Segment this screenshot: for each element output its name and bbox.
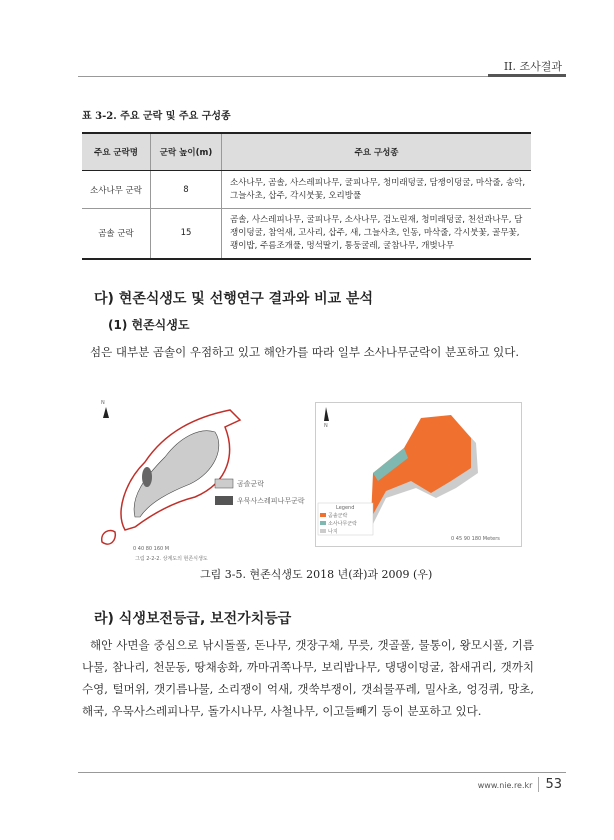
running-header: II. 조사결과 — [503, 60, 562, 73]
legend-label: 곰솔군락 — [237, 480, 265, 488]
column-header: 주요 구성종 — [222, 133, 532, 171]
column-header: 주요 군락명 — [82, 133, 151, 171]
footer-rule — [78, 772, 566, 773]
header-rule-accent — [488, 74, 566, 77]
community-species: 소사나무, 곰솔, 사스레피나무, 굴피나무, 청미래덩굴, 담쟁이덩굴, 마삭줄, 송악, 그늘사초, 삽주, 각시붓꽃, 오리방풀 — [222, 171, 532, 209]
north-arrow-icon: N — [324, 423, 328, 429]
legend-label: 우묵사스레피나무군락 — [237, 497, 305, 505]
paragraph: 섬은 대부분 곰솔이 우점하고 있고 해안가를 따라 일부 소사나무군락이 분포하고 있다. — [90, 345, 520, 359]
section-heading: 라) 식생보전등급, 보전가치등급 — [94, 611, 292, 627]
footer-url: www.nie.re.kr — [477, 781, 533, 790]
column-header: 군락 높이(m) — [151, 133, 222, 171]
scale-bar: 0 40 80 160 M — [133, 546, 170, 552]
map-subcaption: 그림 2-2-2. 상계도의 현존식생도 — [135, 556, 208, 562]
community-species: 곰솔, 사스레피나무, 굴피나무, 소사나무, 검노린재, 청미래덩굴, 천선과나무, 담쟁이덩굴, 참억새, 고사리, 삽주, 새, 그늘사초, 인동, 마삭줄, 각시붓꽃, 골무꽃, 괭이밥, 주름조개풀, 멍석딸기, 통둥굴레, 굴참나무, 개벚나무 — [222, 209, 532, 259]
page-number: 53 — [538, 777, 562, 792]
paragraph: 해안 사면을 중심으로 낚시돌풀, 돈나무, 갯장구채, 무릇, 갯골풀, 물통이, 왕모시풀, 기름나물, 참나리, 천문동, 땅채송화, 까마귀쪽나무, 보리밥나무, 댕댕이덩굴, 참새귀리, 갯까치수영, 털머위, 갯기름나물, 소리쟁이 억새, 갯쑥부쟁이, 갯쇠물푸레, 밀사초, 엉겅퀴, 망초, 해국, 우묵사스레피나무, 돌가시나무, 사철나무, 이고들빼기 등이 분포하고 있다. — [82, 638, 534, 718]
footer — [478, 777, 562, 792]
legend-label: 소사나무군락 — [328, 521, 357, 527]
community-height: 8 — [151, 171, 222, 209]
table-row — [82, 171, 531, 209]
legend-label: 곰솔군락 — [328, 513, 348, 519]
community-table — [82, 132, 531, 260]
community-height: 15 — [151, 209, 222, 259]
vegetation-map-2009 — [315, 402, 522, 547]
subsection-heading: (1) 현존식생도 — [108, 318, 190, 332]
north-arrow-icon: N — [101, 400, 105, 406]
community-name: 곰솔 군락 — [82, 209, 151, 259]
community-name: 소사나무 군락 — [82, 171, 151, 209]
figure-caption: 그림 3-5. 현존식생도 2018 년(좌)과 2009 (우) — [200, 568, 433, 581]
scale-bar: 0 45 90 180 Meters — [451, 536, 500, 542]
section-heading: 다) 현존식생도 및 선행연구 결과와 비교 분석 — [94, 291, 374, 307]
table-row — [82, 209, 531, 259]
table-header-row — [82, 133, 531, 171]
vegetation-map-2018 — [95, 392, 310, 562]
legend-label: 나지 — [328, 529, 338, 535]
legend-title: Legend — [336, 505, 355, 511]
table-caption: 표 3-2. 주요 군락 및 주요 구성종 — [82, 111, 231, 122]
